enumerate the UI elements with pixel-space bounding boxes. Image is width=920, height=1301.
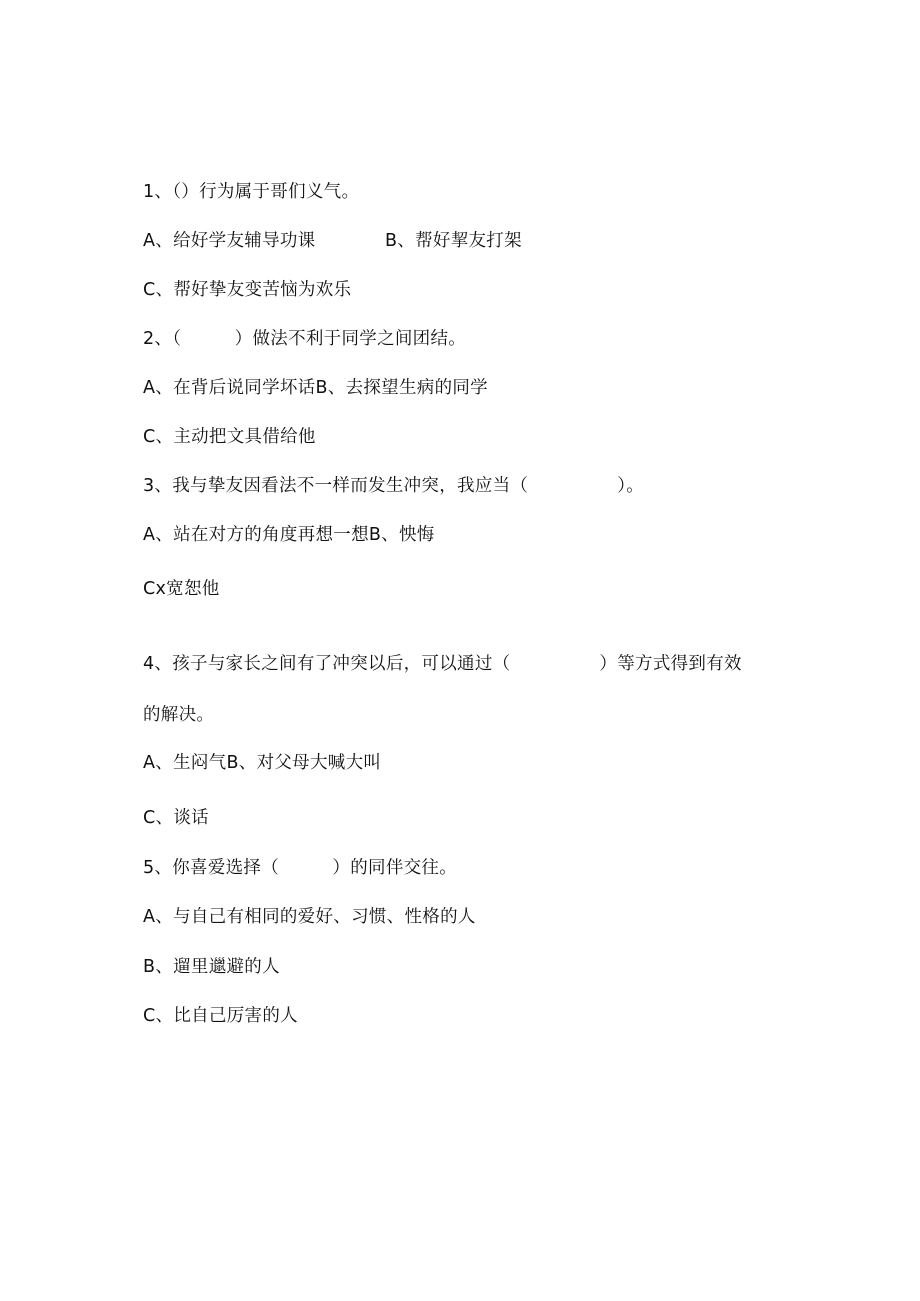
question-4-options-ab: A、生闷气B、对父母大喊大叫 <box>143 753 382 773</box>
question-4-stem-line-1: 4、孩子与家长之间有了冲突以后，可以通过（ ）等方式得到有效 <box>143 654 742 674</box>
question-5-option-a: A、与自己有相同的爱好、习惯、性格的人 <box>143 907 476 927</box>
question-2-option-c: C、主动把文具借给他 <box>143 427 316 447</box>
question-1-option-a: A、给好学友辅导功课 <box>143 231 316 251</box>
question-1-stem: 1、（）行为属于哥们义气。 <box>143 182 360 202</box>
question-2-stem: 2、（ ）做法不利于同学之间团结。 <box>143 329 467 349</box>
question-5-option-b: B、遛里邋避的人 <box>143 957 280 977</box>
question-4-stem-line-2: 的解决。 <box>143 705 215 725</box>
question-1-option-b: B、帮好挈友打架 <box>385 231 522 251</box>
question-1-option-c: C、帮好挚友变苦恼为欢乐 <box>143 280 352 300</box>
question-2-options-ab: A、在背后说同学坏话B、去探望生病的同学 <box>143 378 488 398</box>
question-3-option-c: Cx宽恕他 <box>143 579 220 599</box>
question-3-options-ab: A、站在对方的角度再想一想B、怏悔 <box>143 525 435 545</box>
question-5-stem: 5、你喜爱选择（ ）的同伴交往。 <box>143 858 458 878</box>
question-3-stem: 3、我与挚友因看法不一样而发生冲突，我应当（ ）。 <box>143 476 645 496</box>
question-5-option-c: C、比自己厉害的人 <box>143 1006 298 1026</box>
question-4-option-c: C、谈话 <box>143 808 209 828</box>
